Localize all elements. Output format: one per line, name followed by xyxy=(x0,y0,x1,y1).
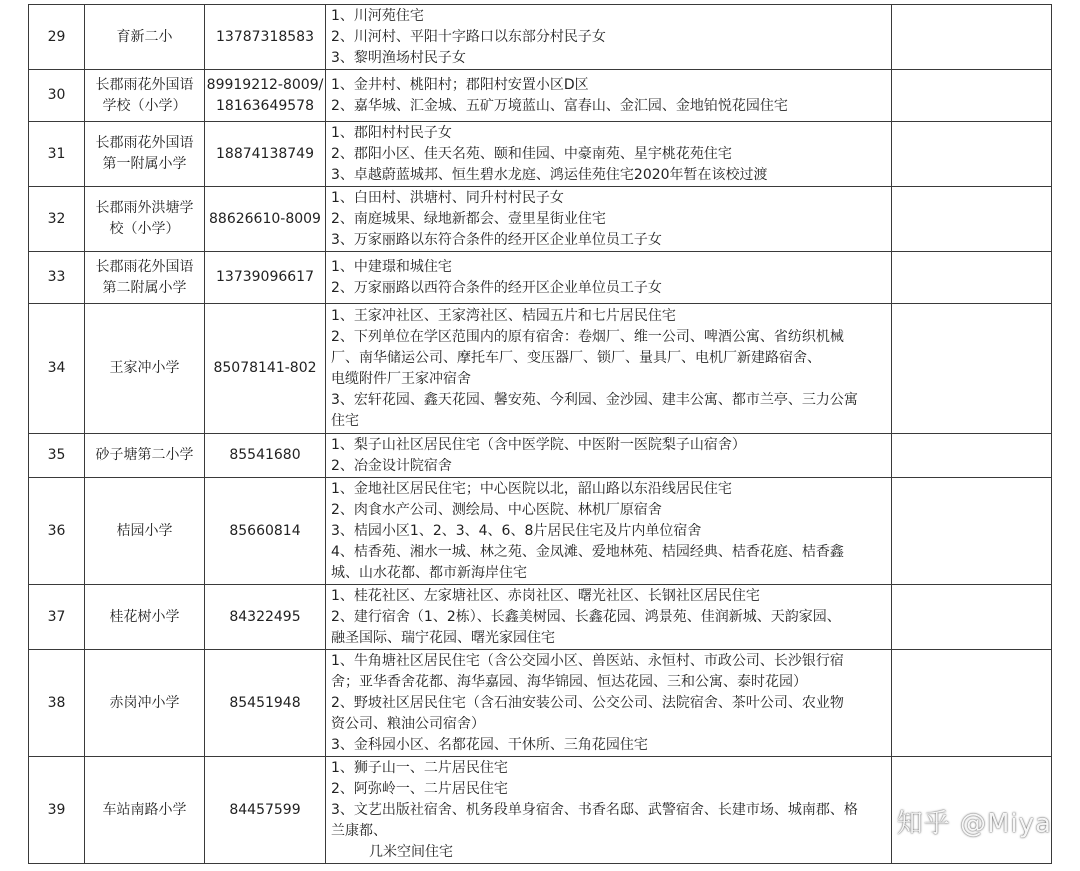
row-number: 39 xyxy=(29,757,85,864)
area-line: 几米空间住宅 xyxy=(369,843,453,860)
table-body xyxy=(29,5,1052,864)
school-phone: 85078141-802 xyxy=(205,304,326,434)
area-line: 2、嘉华城、汇金城、五矿万境蓝山、富春山、金汇园、金地铂悦花园住宅 xyxy=(331,97,788,114)
school-zone-table xyxy=(28,4,1052,864)
row-number: 35 xyxy=(29,434,85,478)
school-name: 育新二小 xyxy=(85,5,205,70)
area-line: 2、阿弥岭一、二片居民住宅 xyxy=(331,780,508,797)
row-number: 37 xyxy=(29,585,85,650)
area-line: 1、狮子山一、二片居民住宅 xyxy=(331,759,508,776)
remarks-cell xyxy=(892,252,1052,304)
enrollment-area xyxy=(326,757,892,864)
area-line: 1、牛角塘社区居民住宅（含公交园小区、兽医站、永恒村、市政公司、长沙银行宿 xyxy=(331,652,844,669)
school-phone: 13739096617 xyxy=(205,252,326,304)
enrollment-area xyxy=(326,122,892,187)
area-line: 1、中建璟和城住宅 xyxy=(331,258,452,275)
area-line: 3、宏轩花园、鑫天花园、馨安苑、今利园、金沙园、建丰公寓、都市兰亭、三力公寓 xyxy=(331,391,858,408)
row-number: 33 xyxy=(29,252,85,304)
area-line: 厂、南华储运公司、摩托车厂、变压器厂、锁厂、量具厂、电机厂新建路宿舍、 xyxy=(331,349,821,366)
school-name: 长郡雨花外国语 第一附属小学 xyxy=(85,122,205,187)
area-line: 1、金井村、桃阳村；郡阳村安置小区D区 xyxy=(331,76,589,93)
table-row xyxy=(29,434,1052,478)
area-line: 3、文艺出版社宿舍、机务段单身宿舍、书香名邸、武警宿舍、长建市场、城南郡、格 xyxy=(331,801,858,818)
enrollment-area xyxy=(326,650,892,757)
remarks-cell xyxy=(892,5,1052,70)
area-line: 1、金地社区居民住宅；中心医院以北，韶山路以东沿线居民住宅 xyxy=(331,480,732,497)
school-phone: 88626610-8009 xyxy=(205,187,326,252)
area-line: 3、金科园小区、名都花园、干休所、三角花园住宅 xyxy=(331,736,648,753)
area-line: 1、王家冲社区、王家湾社区、桔园五片和七片居民住宅 xyxy=(331,307,676,324)
school-phone: 85660814 xyxy=(205,478,326,585)
school-name: 车站南路小学 xyxy=(85,757,205,864)
table-row xyxy=(29,650,1052,757)
area-line: 3、卓越蔚蓝城邦、恒生碧水龙庭、鸿运佳苑住宅2020年暂在该校过渡 xyxy=(331,166,768,183)
area-line: 融圣国际、瑞宁花园、曙光家园住宅 xyxy=(331,629,555,646)
area-line: 1、川河苑住宅 xyxy=(331,7,424,24)
area-line: 3、黎明渔场村民子女 xyxy=(331,49,466,66)
enrollment-area xyxy=(326,585,892,650)
area-line: 2、肉食水产公司、测绘局、中心医院、林机厂原宿舍 xyxy=(331,501,662,518)
row-number: 29 xyxy=(29,5,85,70)
area-line: 1、梨子山社区居民住宅（含中医学院、中医附一医院梨子山宿舍） xyxy=(331,436,746,453)
school-name: 王家冲小学 xyxy=(85,304,205,434)
remarks-cell xyxy=(892,650,1052,757)
school-phone: 85451948 xyxy=(205,650,326,757)
row-number: 38 xyxy=(29,650,85,757)
table-row xyxy=(29,5,1052,70)
remarks-cell xyxy=(892,122,1052,187)
row-number: 31 xyxy=(29,122,85,187)
enrollment-area xyxy=(326,478,892,585)
area-line: 兰康都、 xyxy=(331,822,387,839)
school-phone: 89919212-8009/ 18163649578 xyxy=(205,70,326,122)
area-line: 2、冶金设计院宿舍 xyxy=(331,457,452,474)
remarks-cell xyxy=(892,585,1052,650)
area-line: 电缆附件厂王家冲宿舍 xyxy=(331,370,471,387)
enrollment-area xyxy=(326,5,892,70)
area-line: 1、白田村、洪塘村、同升村村民子女 xyxy=(331,189,564,206)
area-line: 2、万家丽路以西符合条件的经开区企业单位员工子女 xyxy=(331,279,662,296)
row-number: 34 xyxy=(29,304,85,434)
area-line: 1、郡阳村村民子女 xyxy=(331,124,452,141)
enrollment-area xyxy=(326,304,892,434)
remarks-cell xyxy=(892,478,1052,585)
remarks-cell xyxy=(892,304,1052,434)
enrollment-area xyxy=(326,187,892,252)
school-name: 长郡雨花外国语 第二附属小学 xyxy=(85,252,205,304)
area-line: 3、桔园小区1、2、3、4、6、8片居民住宅及片内单位宿舍 xyxy=(331,522,702,539)
table-row xyxy=(29,478,1052,585)
remarks-cell xyxy=(892,187,1052,252)
school-name: 桂花树小学 xyxy=(85,585,205,650)
area-line: 2、野坡社区居民住宅（含石油安装公司、公交公司、法院宿舍、茶叶公司、农业物 xyxy=(331,694,844,711)
school-name: 长郡雨外洪塘学 校（小学） xyxy=(85,187,205,252)
school-name: 砂子塘第二小学 xyxy=(85,434,205,478)
school-phone: 84322495 xyxy=(205,585,326,650)
table-row xyxy=(29,304,1052,434)
area-line: 3、万家丽路以东符合条件的经开区企业单位员工子女 xyxy=(331,231,662,248)
remarks-cell xyxy=(892,434,1052,478)
zhihu-watermark: 知乎 @Miya xyxy=(896,809,1052,839)
school-name: 长郡雨花外国语 学校（小学） xyxy=(85,70,205,122)
area-line: 2、下列单位在学区范围内的原有宿舍：卷烟厂、维一公司、啤酒公寓、省纺织机械 xyxy=(331,328,844,345)
school-phone: 85541680 xyxy=(205,434,326,478)
remarks-cell xyxy=(892,70,1052,122)
enrollment-area xyxy=(326,252,892,304)
school-name: 桔园小学 xyxy=(85,478,205,585)
school-phone: 18874138749 xyxy=(205,122,326,187)
area-line: 城、山水花都、都市新海岸住宅 xyxy=(331,564,527,581)
enrollment-area xyxy=(326,434,892,478)
area-line: 舍；亚华香舍花都、海华嘉园、海华锦园、恒达花园、三和公寓、泰时花园） xyxy=(331,673,807,690)
table-row xyxy=(29,122,1052,187)
school-phone: 13787318583 xyxy=(205,5,326,70)
area-line: 2、建行宿舍（1、2栋）、长鑫美树园、长鑫花园、鸿景苑、佳润新城、天韵家园、 xyxy=(331,608,841,625)
row-number: 36 xyxy=(29,478,85,585)
table-row xyxy=(29,187,1052,252)
table-row xyxy=(29,70,1052,122)
table-row xyxy=(29,585,1052,650)
area-line: 资公司、粮油公司宿舍） xyxy=(331,715,485,732)
area-line: 住宅 xyxy=(331,412,359,429)
area-line: 1、桂花社区、左家塘社区、赤岗社区、曙光社区、长钢社区居民住宅 xyxy=(331,587,760,604)
school-name: 赤岗冲小学 xyxy=(85,650,205,757)
table-row xyxy=(29,252,1052,304)
area-line: 2、郡阳小区、佳天名苑、颐和佳园、中豪南苑、星宇桃花苑住宅 xyxy=(331,145,732,162)
row-number: 32 xyxy=(29,187,85,252)
enrollment-area xyxy=(326,70,892,122)
area-line: 2、川河村、平阳十字路口以东部分村民子女 xyxy=(331,28,606,45)
school-phone: 84457599 xyxy=(205,757,326,864)
area-line: 4、桔香苑、湘水一城、林之苑、金凤滩、爱地林苑、桔园经典、桔香花庭、桔香鑫 xyxy=(331,543,844,560)
row-number: 30 xyxy=(29,70,85,122)
area-line: 2、南庭城果、绿地新都会、壹里星街业住宅 xyxy=(331,210,606,227)
